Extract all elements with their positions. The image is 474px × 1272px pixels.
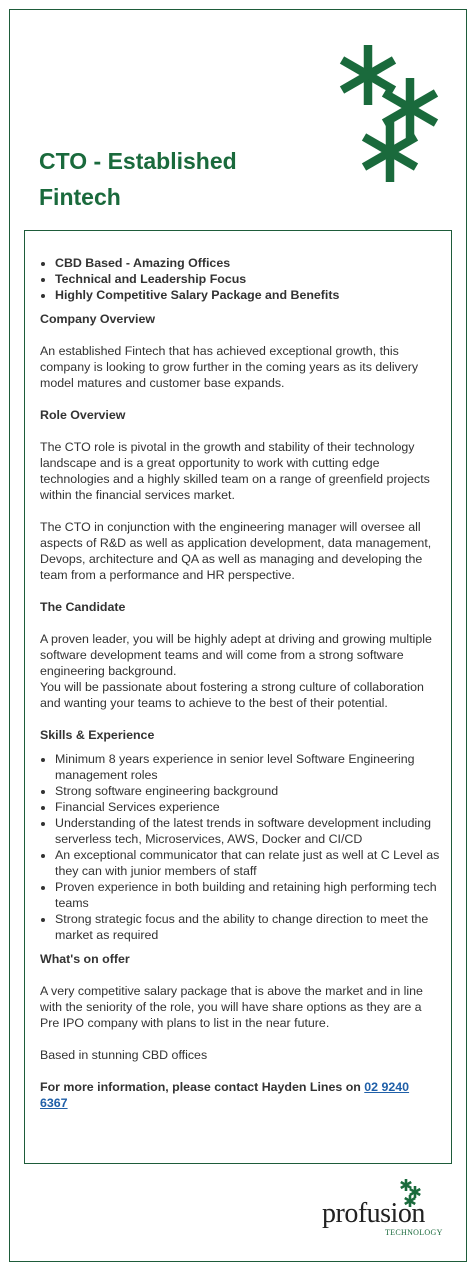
brand-wordmark: profusion [322, 1198, 425, 1229]
role-overview-heading: Role Overview [40, 408, 126, 422]
company-overview-text: An established Fintech that has achieved exceptional growth, this company is looking to grow further in the coming years as its delivery model matures and customer base expands. [40, 344, 419, 390]
role-overview-paragraph: The CTO role is pivotal in the growth and stability of their technology landscape and is a great opportunity to work with cutting edge technologies and a highly skilled team on a range of greenfield projects within the financial services market. [40, 440, 430, 502]
list-item: • Understanding of the latest trends in software development including serverless tech, Microservices, AWS, Docker and CI/CD [55, 815, 440, 847]
job-description [40, 255, 440, 1111]
list-item: • Technical and Leadership Focus [55, 271, 440, 287]
candidate-text: You will be passionate about fostering a strong culture of collaboration and wanting your teams to achieve to the best of their potential. [40, 680, 424, 710]
brand-tagline: TECHNOLOGY [385, 1228, 443, 1237]
list-item: • Strong software engineering background [55, 783, 440, 799]
candidate-heading: The Candidate [40, 600, 126, 614]
contact-text: For more information, please contact Hayden Lines on [40, 1080, 365, 1094]
offer-text: A very competitive salary package that is above the market and in line with the seniority of the role, you will have share options as they are a Pre IPO company with plans to list in the near future. [40, 984, 423, 1030]
list-item: • Highly Competitive Salary Package and Benefits [55, 287, 440, 303]
company-overview-heading: Company Overview [40, 312, 156, 326]
job-title: CTO - Established Fintech [39, 148, 237, 210]
list-item: • Proven experience in both building and retaining high performing tech teams [55, 879, 440, 911]
role-overview-paragraph: The CTO in conjunction with the engineering manager will oversee all aspects of R&D as well as application development, data management, Devops, architecture and QA as well as managing and developing the team from a performance and HR perspective. [40, 520, 432, 582]
list-item: • Strong strategic focus and the ability to change direction to meet the market as required [55, 911, 440, 943]
offer-heading: What's on offer [40, 952, 130, 966]
phone-link[interactable]: 02 9240 6367 [40, 1080, 410, 1110]
list-item: • An exceptional communicator that can relate just as well at C Level as they can with junior members of staff [55, 847, 440, 879]
asterisk-logo-icon [330, 40, 445, 185]
offer-location: Based in stunning CBD offices [40, 1048, 208, 1062]
list-item: • CBD Based - Amazing Offices [55, 255, 440, 271]
highlights-list [55, 255, 440, 303]
list-item: • Minimum 8 years experience in senior level Software Engineering management roles [55, 751, 440, 783]
list-item: • Financial Services experience [55, 799, 440, 815]
contact-line [40, 1079, 440, 1111]
skills-heading: Skills & Experience [40, 728, 155, 742]
skills-list [55, 751, 440, 943]
candidate-text: A proven leader, you will be highly adept at driving and growing multiple software development teams and will come from a strong software engineering background. [40, 632, 432, 678]
